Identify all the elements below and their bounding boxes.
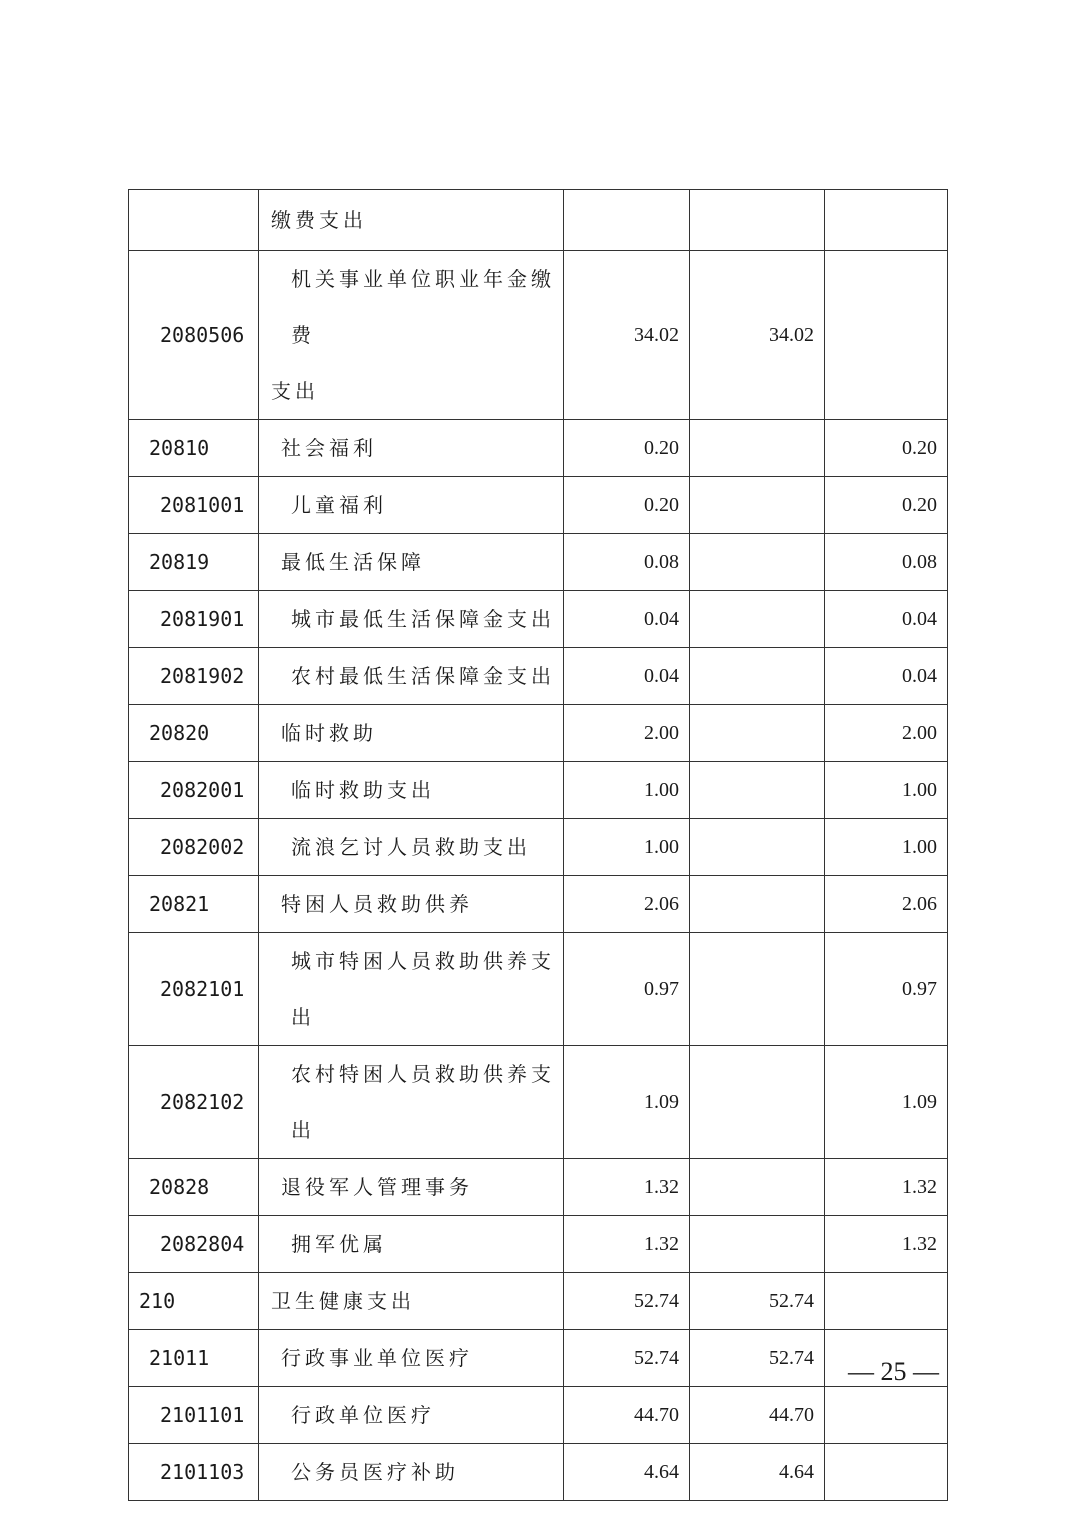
project-expenditure: 1.00 (825, 762, 948, 819)
project-expenditure (825, 190, 948, 251)
subject-code: 2082804 (129, 1216, 259, 1273)
project-expenditure: 2.06 (825, 876, 948, 933)
project-expenditure: 0.20 (825, 477, 948, 534)
basic-expenditure: 4.64 (690, 1444, 825, 1501)
subject-name (259, 251, 564, 420)
subject-name: 行政单位医疗 (259, 1387, 564, 1444)
basic-expenditure (690, 477, 825, 534)
project-expenditure: 0.97 (825, 933, 948, 1046)
subject-name: 城市最低生活保障金支出 (259, 591, 564, 648)
basic-expenditure (690, 591, 825, 648)
table-row (129, 1046, 948, 1159)
total-amount: 0.04 (564, 591, 690, 648)
table-row (129, 477, 948, 534)
table-row (129, 420, 948, 477)
table-row (129, 1330, 948, 1387)
table-row (129, 534, 948, 591)
basic-expenditure: 52.74 (690, 1273, 825, 1330)
basic-expenditure (690, 534, 825, 591)
project-expenditure (825, 251, 948, 420)
subject-name: 城市特困人员救助供养支出 (259, 933, 564, 1046)
subject-code: 2082001 (129, 762, 259, 819)
subject-name: 社会福利 (259, 420, 564, 477)
subject-code: 2082101 (129, 933, 259, 1046)
basic-expenditure (690, 876, 825, 933)
subject-name: 最低生活保障 (259, 534, 564, 591)
subject-code: 2081901 (129, 591, 259, 648)
basic-expenditure (690, 705, 825, 762)
total-amount: 0.20 (564, 477, 690, 534)
project-expenditure (825, 1387, 948, 1444)
subject-name: 流浪乞讨人员救助支出 (259, 819, 564, 876)
subject-name-line-1: 机关事业单位职业年金缴费 (291, 267, 555, 347)
project-expenditure: 0.08 (825, 534, 948, 591)
total-amount: 1.00 (564, 819, 690, 876)
basic-expenditure (690, 933, 825, 1046)
table-row (129, 1387, 948, 1444)
total-amount: 52.74 (564, 1330, 690, 1387)
basic-expenditure (690, 420, 825, 477)
table-row (129, 933, 948, 1046)
basic-expenditure: 44.70 (690, 1387, 825, 1444)
total-amount: 34.02 (564, 251, 690, 420)
subject-code: 2082102 (129, 1046, 259, 1159)
subject-code: 20820 (129, 705, 259, 762)
table-row (129, 876, 948, 933)
subject-code: 2081902 (129, 648, 259, 705)
project-expenditure (825, 1273, 948, 1330)
basic-expenditure: 52.74 (690, 1330, 825, 1387)
table-row (129, 762, 948, 819)
total-amount: 0.20 (564, 420, 690, 477)
subject-name: 拥军优属 (259, 1216, 564, 1273)
subject-code: 2081001 (129, 477, 259, 534)
total-amount: 1.32 (564, 1216, 690, 1273)
basic-expenditure (690, 1159, 825, 1216)
subject-name: 行政事业单位医疗 (259, 1330, 564, 1387)
subject-code: 2101101 (129, 1387, 259, 1444)
subject-name: 公务员医疗补助 (259, 1444, 564, 1501)
total-amount: 0.08 (564, 534, 690, 591)
project-expenditure: 0.04 (825, 648, 948, 705)
basic-expenditure (690, 1046, 825, 1159)
total-amount: 1.32 (564, 1159, 690, 1216)
project-expenditure: 1.09 (825, 1046, 948, 1159)
subject-code: 20810 (129, 420, 259, 477)
basic-expenditure (690, 190, 825, 251)
subject-code (129, 190, 259, 251)
subject-name-line-2: 支出 (271, 379, 319, 403)
basic-expenditure (690, 1216, 825, 1273)
total-amount: 0.04 (564, 648, 690, 705)
project-expenditure: 0.20 (825, 420, 948, 477)
subject-code: 2080506 (129, 251, 259, 420)
project-expenditure: 0.04 (825, 591, 948, 648)
total-amount (564, 190, 690, 251)
table-row (129, 1159, 948, 1216)
subject-name: 临时救助支出 (259, 762, 564, 819)
table-row (129, 1444, 948, 1501)
total-amount: 52.74 (564, 1273, 690, 1330)
page-number: — 25 — (848, 1357, 939, 1386)
table-row (129, 591, 948, 648)
project-expenditure: 1.32 (825, 1159, 948, 1216)
total-amount: 2.00 (564, 705, 690, 762)
subject-name: 临时救助 (259, 705, 564, 762)
subject-code: 21011 (129, 1330, 259, 1387)
subject-name: 儿童福利 (259, 477, 564, 534)
basic-expenditure (690, 648, 825, 705)
subject-code: 210 (129, 1273, 259, 1330)
total-amount: 2.06 (564, 876, 690, 933)
subject-code: 2082002 (129, 819, 259, 876)
table-row (129, 1216, 948, 1273)
table-row (129, 648, 948, 705)
subject-name: 农村特困人员救助供养支出 (259, 1046, 564, 1159)
table-row (129, 251, 948, 420)
subject-name: 卫生健康支出 (259, 1273, 564, 1330)
subject-code: 20819 (129, 534, 259, 591)
subject-name: 退役军人管理事务 (259, 1159, 564, 1216)
total-amount: 44.70 (564, 1387, 690, 1444)
project-expenditure (825, 1444, 948, 1501)
subject-name: 特困人员救助供养 (259, 876, 564, 933)
total-amount: 0.97 (564, 933, 690, 1046)
table-row (129, 705, 948, 762)
total-amount: 1.00 (564, 762, 690, 819)
subject-code: 20821 (129, 876, 259, 933)
total-amount: 4.64 (564, 1444, 690, 1501)
total-amount: 1.09 (564, 1046, 690, 1159)
project-expenditure: 1.32 (825, 1216, 948, 1273)
subject-name: 缴费支出 (259, 190, 564, 251)
subject-name: 农村最低生活保障金支出 (259, 648, 564, 705)
budget-expenditure-table (128, 189, 948, 1501)
project-expenditure: 2.00 (825, 705, 948, 762)
subject-code: 2101103 (129, 1444, 259, 1501)
table-row (129, 819, 948, 876)
basic-expenditure (690, 762, 825, 819)
table-row (129, 190, 948, 251)
basic-expenditure (690, 819, 825, 876)
project-expenditure: 1.00 (825, 819, 948, 876)
subject-code: 20828 (129, 1159, 259, 1216)
basic-expenditure: 34.02 (690, 251, 825, 420)
table-row (129, 1273, 948, 1330)
